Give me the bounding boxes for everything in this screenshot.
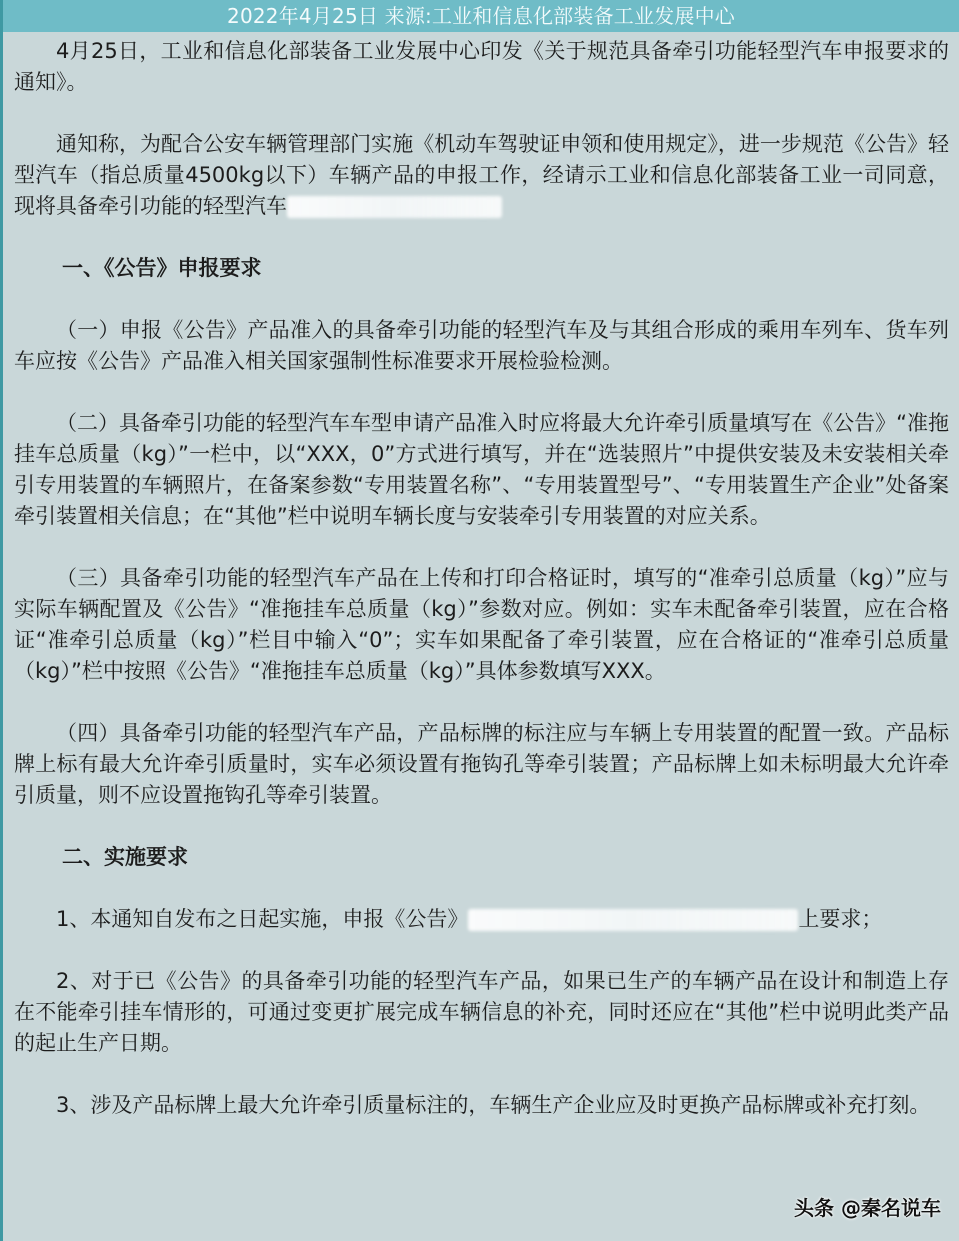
requirement-item-2: （二）具备牵引功能的轻型汽车车型申请产品准入时应将最大允许牵引质量填写在《公告》“准拖挂车总质量（kg）”一栏中，以“XXX，0”方式进行填写，并在“选装照片”中提供安装及未安装相关牵引专用装置的车辆照片，在备案参数“专用装置名称”、“专用装置型号”、“专用装置生产企业”处备案牵引装置相关信息；在“其他”栏中说明车辆长度与安装牵引专用装置的对应关系。 — [14, 411, 949, 528]
date-source-line: 2022年4月25日 来源:工业和信息化部装备工业发展中心 — [227, 4, 735, 28]
notice-paragraph-text: 通知称，为配合公安车辆管理部门实施《机动车驾驶证申领和使用规定》，进一步规范《公告》轻型汽车（指总质量4500kg以下）车辆产品的申报工作，经请示工业和信息化部装备工业一司同意，现将具备牵引功能的轻型汽车 — [14, 132, 949, 218]
source-header-bar — [3, 0, 959, 32]
article-body — [14, 36, 949, 1121]
requirement-item-4: （四）具备牵引功能的轻型汽车产品，产品标牌的标注应与车辆上专用装置的配置一致。产品标牌上标有最大允许牵引质量时，实车必须设置有拖钩孔等牵引装置；产品标牌上如未标明最大允许牵引质量，则不应设置拖钩孔等牵引装置。 — [14, 721, 949, 807]
implementation-item-2: 2、对于已《公告》的具备牵引功能的轻型汽车产品，如果已生产的车辆产品在设计和制造上存在不能牵引挂车情形的，可通过变更扩展完成车辆信息的补充，同时还应在“其他”栏中说明此类产品的起止生产日期。 — [14, 969, 949, 1055]
intro-paragraph: 4月25日，工业和信息化部装备工业发展中心印发《关于规范具备牵引功能轻型汽车申报要求的通知》。 — [14, 39, 949, 94]
section-heading-requirements: 一、《公告》申报要求 — [62, 256, 262, 280]
blurred-redaction — [468, 909, 798, 931]
implementation-item-1-end: 上要求； — [798, 907, 883, 931]
author-watermark: 头条 @秦名说车 — [794, 1196, 941, 1220]
implementation-item-1-start: 1、本通知自发布之日起实施，申报《公告》 — [56, 907, 469, 931]
requirement-item-3: （三）具备牵引功能的轻型汽车产品在上传和打印合格证时，填写的“准牵引总质量（kg）”应与实际车辆配置及《公告》“准拖挂车总质量（kg）”参数对应。例如：实车未配备牵引装置，应在合格证“准牵引总质量（kg）”栏目中输入“0”；实车如果配备了牵引装置，应在合格证的“准牵引总质量（kg）”栏中按照《公告》“准拖挂车总质量（kg）”具体参数填写XXX。 — [14, 566, 949, 683]
left-accent-rule — [0, 0, 3, 1241]
section-heading-implementation: 二、实施要求 — [62, 845, 188, 869]
implementation-item-3: 3、涉及产品标牌上最大允许牵引质量标注的，车辆生产企业应及时更换产品标牌或补充打刻。 — [56, 1093, 931, 1117]
requirement-item-1: （一）申报《公告》产品准入的具备牵引功能的轻型汽车及与其组合形成的乘用车列车、货车列车应按《公告》产品准入相关国家强制性标准要求开展检验检测。 — [14, 318, 949, 373]
implementation-item-1 — [14, 904, 949, 935]
blurred-redaction — [287, 196, 502, 218]
notice-paragraph — [14, 129, 949, 222]
